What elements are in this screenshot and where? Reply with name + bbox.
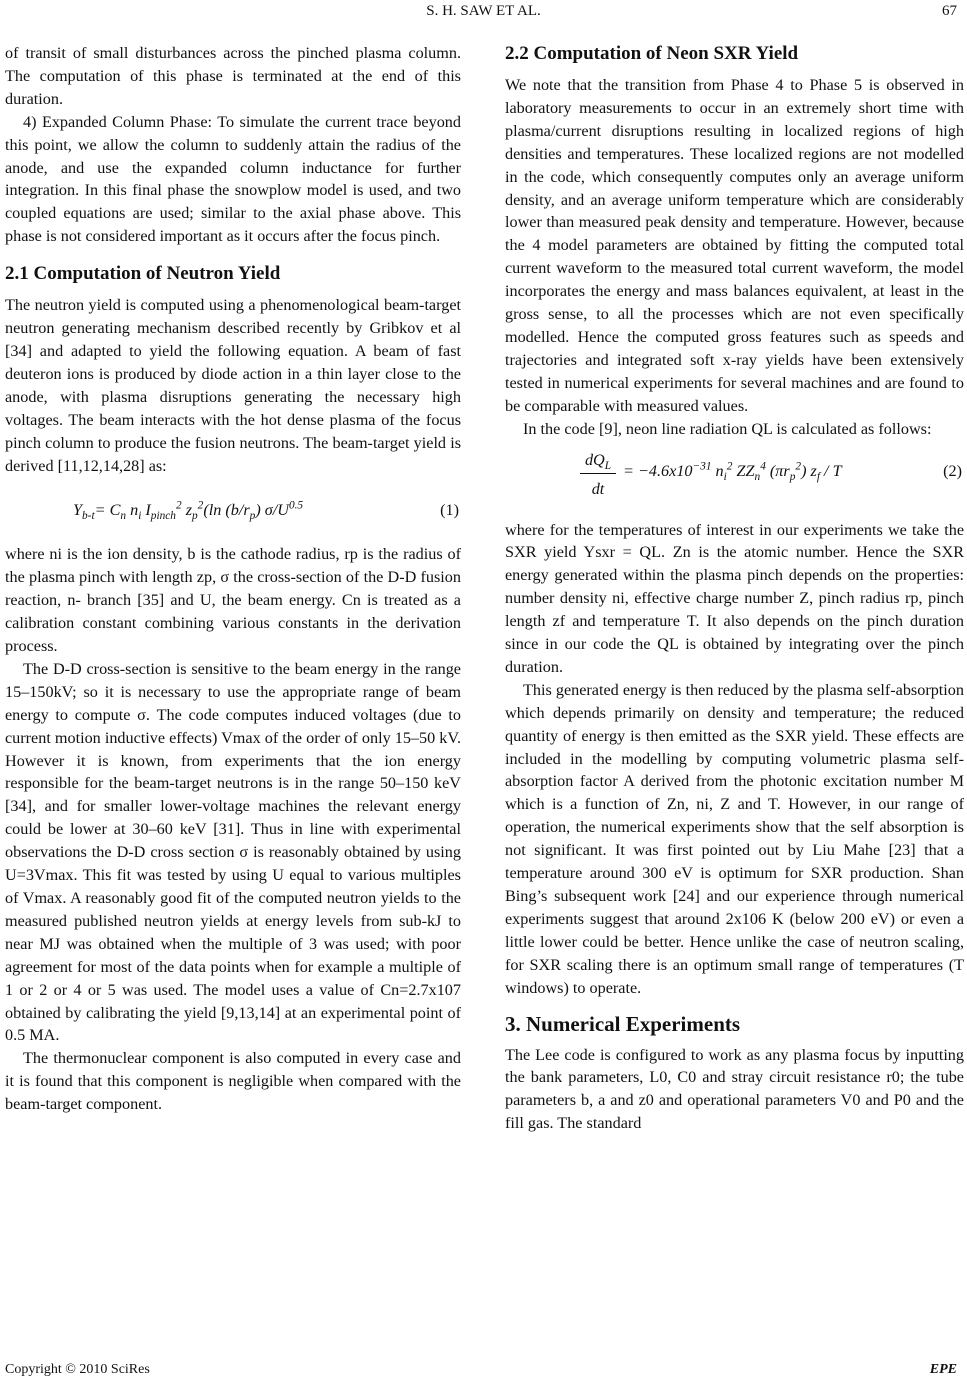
section-heading-numerical-experiments: 3. Numerical Experiments: [505, 1011, 741, 1036]
paragraph: where for the temperatures of interest in our experiments we take the SXR yield Ysxr = QL. Zn is the atomic number. Hence the SXR energy generated within the plasma pinch depends on the properties: number density ni, effective charge number Z, pinch radius rp, pinch length zf and temperature T. It also depends on the pinch duration since in our code the QL is obtained by integrating over the pinch duration.: [505, 520, 964, 676]
paragraph: We note that the transition from Phase 4 to Phase 5 is observed in laboratory measurements to occur in an extremely short time with plasma/current disruptions resulting in localized regions of high densities and temperatures. These localized regions are not modelled in the code, which consequently computes only an average uniform density, and an average uniform temperature which are considerably lower than measured peak density and temperature. However, because the 4 model parameters are obtained by fitting the computed total current waveform to the measured total current waveform, the model incorporates the energy and mass balances equivalent, at least in the gross sense, to all the processes which are not even specifically modelled. Hence the computed gross features such as speeds and trajectories and integrated soft x-ray yields have been extensively tested in numerical experiments for several machines and are found to be comparable with measured values.: [505, 76, 964, 415]
equation-1: [5, 491, 461, 531]
paragraph: In the code [9], neon line radiation QL is calculated as follows:: [523, 419, 932, 438]
equation-2-fraction: $dQ_L$ dt: [580, 447, 616, 504]
page-header: [0, 3, 967, 23]
paragraph: where ni is the ion density, b is the cathode radius, rp is the radius of the plasma pinch with length zp, σ the cross-section of the D-D fusion reaction, n- branch [35] and U, the beam energy. Cn is treated as a calibration constant combining various constants in the derivation process.: [5, 545, 461, 656]
paragraph: The thermonuclear component is also computed in every case and it is found that this component is negligible when compared with the beam-target component.: [5, 1049, 461, 1114]
equation-2-body: = $-4.6x10^{-31}$ $n_i^2$ $ZZ_n^4$ $(\pi r_p^2)$ $z_f$ / T: [623, 460, 842, 483]
equation-2: [505, 447, 964, 513]
equation-2-number: (2): [943, 461, 962, 480]
paragraph: The D-D cross-section is sensitive to the beam energy in the range 15–150kV; so it is necessary to use the appropriate range of beam energy to compute σ. The code computes induced voltages (due to current motion inductive effects) Vmax of the order of only 15–50 kV. However it is known, from experiments that the ion energy responsible for the beam-target neutrons is in the range 50–150 keV [34], and for smaller lower-voltage machines the relevant energy could be lower at 30–60 keV [31]. Thus in line with experimental observations the D-D cross section σ is reasonably obtained by using U=3Vmax. This fit was tested by using U equal to various multiples of Vmax. A reasonably good fit of the computed neutron yields to the measured published neutron yields at energy levels from sub-kJ to near MJ was obtained when the multiple of 3 was used; with poor agreement for most of the data points when for example a multiple of 1 or 2 or 4 or 5 was used. The model uses a value of Cn=2.7x107 obtained by calibrating the yield [9,13,14] at an experimental point of 0.5 MA.: [5, 659, 461, 1045]
equation-1-number: (1): [440, 501, 459, 520]
page-number: 67: [942, 3, 957, 19]
right-column: [505, 42, 964, 1135]
paragraph: The Lee code is configured to work as any plasma focus by inputting the bank parameters, L0, C0 and stray circuit resistance r0; the tube parameters b, a and z0 and operational parameters V0 and P0 and the fill gas. The standard: [505, 1045, 964, 1133]
paragraph: This generated energy is then reduced by the plasma self-absorption which depends primarily on density and temperature; the reduced quantity of energy is then emitted as the SXR yield. These effects are included in the modelling by computing volumetric plasma self-absorption factor A derived from the photonic excitation number M which is a function of Zn, ni, Z and T. However, in our range of operation, the numerical experiments show that the self absorption is not significant. It was first pointed out by Liu Mahe [23] that a temperature around 300 eV is optimum for SXR production. Shan Bing’s subsequent work [24] and our experience through numerical experiments suggest that around 2x106 K (below 200 eV) or even a little lower could be better. Hence unlike the case of neutron scaling, for SXR scaling there is an optimum small range of temperatures (T windows) to operate.: [505, 680, 964, 997]
section-heading-neon-sxr: 2.2 Computation of Neon SXR Yield: [505, 43, 799, 64]
section-heading-neutron-yield: 2.1 Computation of Neutron Yield: [5, 263, 281, 285]
running-title: S. H. SAW ET AL.: [426, 3, 541, 19]
paragraph: The neutron yield is computed using a phenomenological beam-target neutron generating mechanism described recently by Gribkov et al [34] and adapted to yield the following equation. A beam of fast deuteron ions is produced by diode action in a thin layer close to the anode, with plasma disruptions generating the necessary high voltages. The beam interacts with the hot dense plasma of the focus pinch column to produce the fusion neutrons. The beam-target yield is derived [11,12,14,28] as:: [5, 296, 461, 475]
paragraph: of transit of small disturbances across the pinched plasma column. The computation of this phase is terminated at the end of this duration.: [5, 44, 461, 108]
copyright-notice: Copyright © 2010 SciRes: [5, 1362, 150, 1377]
equation-1-body: $Y_{b-t}= C_n$ $n_i$ $I_{pinch}^2$ $z_p^2(\ln$ $(b/r_p)$ $\sigma/U^{0.5}$: [73, 500, 304, 523]
paragraph: 4) Expanded Column Phase: To simulate the current trace beyond this point, we allow the column to suddenly attain the radius of the anode, and use the expanded column inductance for further integration. In this final phase the snowplow model is used, and two coupled equations are used; similar to the axial phase above. This phase is not considered important as it occurs after the focus pinch.: [5, 112, 461, 246]
left-column: [5, 42, 461, 1116]
journal-name: EPE: [929, 1362, 957, 1377]
